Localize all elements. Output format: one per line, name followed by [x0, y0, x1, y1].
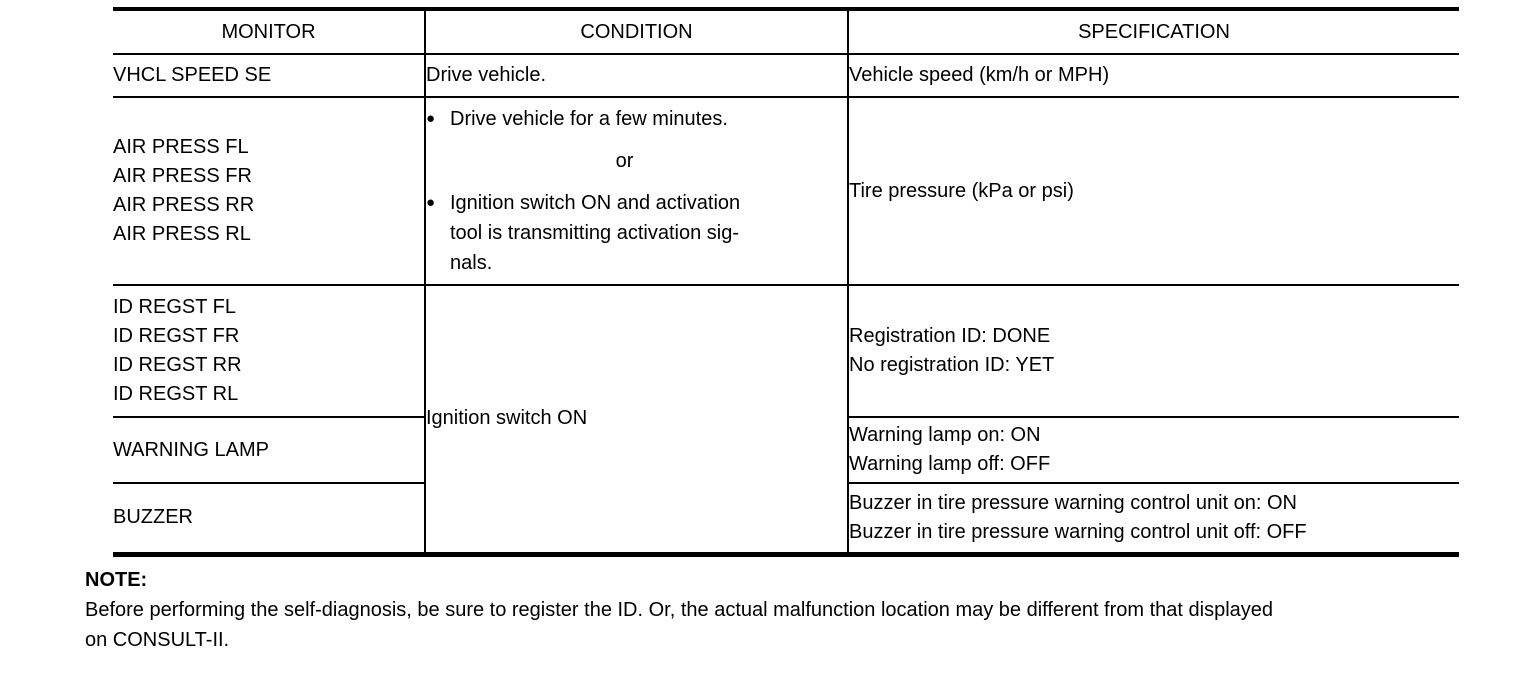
bullet-icon: ●: [426, 194, 436, 211]
specification-cell-warning-lamp: [848, 417, 1459, 483]
monitor-cell-warning-lamp: WARNING LAMP: [113, 417, 425, 483]
table-row: [113, 97, 1459, 285]
note-section: [85, 565, 1515, 655]
condition-cell-ignition-switch: Ignition switch ON: [425, 285, 848, 554]
condition-text-line: nals.: [450, 252, 493, 274]
diagnostic-monitor-table: [113, 7, 1459, 557]
specification-line: Warning lamp on: ON: [849, 424, 1041, 446]
monitor-line: AIR PRESS RL: [113, 223, 251, 245]
specification-line: Buzzer in tire pressure warning control unit on: ON: [849, 491, 1297, 514]
condition-bullet-text: [450, 188, 740, 278]
specification-cell-tire-pressure: Tire pressure (kPa or psi): [848, 97, 1459, 285]
condition-text-line: tool is transmitting activation sig-: [450, 222, 740, 244]
monitor-line: ID REGST RL: [113, 383, 239, 405]
specification-cell-vehicle-speed: Vehicle speed (km/h or MPH): [848, 54, 1459, 97]
monitor-cell-id-regst: [113, 285, 425, 417]
specification-cell-registration: [848, 285, 1459, 417]
condition-text-line: Ignition switch ON and activation: [450, 192, 741, 214]
specification-line: Warning lamp off: OFF: [849, 453, 1051, 475]
column-header-monitor: MONITOR: [113, 9, 425, 54]
column-header-specification: SPECIFICATION: [848, 9, 1459, 54]
specification-line: Buzzer in tire pressure warning control unit off: OFF: [849, 520, 1307, 543]
bullet-icon: ●: [426, 110, 436, 127]
condition-cell-air-press: [425, 97, 848, 285]
column-header-condition: CONDITION: [425, 9, 848, 54]
condition-bullet-text: Drive vehicle for a few minutes.: [450, 108, 728, 130]
note-text-line: on CONSULT-II.: [85, 629, 230, 651]
note-title: NOTE:: [85, 569, 148, 591]
monitor-line: ID REGST RR: [113, 354, 242, 376]
monitor-cell-air-press: [113, 97, 425, 285]
specification-cell-buzzer: [848, 483, 1459, 554]
monitor-line: AIR PRESS FR: [113, 165, 252, 187]
monitor-line: ID REGST FL: [113, 296, 236, 318]
condition-bullet-item: [426, 188, 847, 278]
condition-conjunction: or: [615, 150, 634, 172]
monitor-line: ID REGST FR: [113, 325, 240, 347]
monitor-line: AIR PRESS RR: [113, 194, 255, 216]
monitor-line: AIR PRESS FL: [113, 136, 249, 158]
note-text-line: Before performing the self-diagnosis, be sure to register the ID. Or, the actual malfunction location may be different from that displayed: [85, 599, 1274, 621]
monitor-cell-buzzer: BUZZER: [113, 483, 425, 554]
table-header-row: [113, 9, 1459, 54]
condition-cell-drive-vehicle: Drive vehicle.: [425, 54, 848, 97]
condition-bullet-item: [426, 104, 847, 134]
specification-line: Registration ID: DONE: [849, 325, 1051, 347]
table-row: [113, 285, 1459, 417]
table-row: [113, 54, 1459, 97]
specification-line: No registration ID: YET: [849, 354, 1055, 376]
monitor-cell-vhcl-speed: VHCL SPEED SE: [113, 54, 425, 97]
